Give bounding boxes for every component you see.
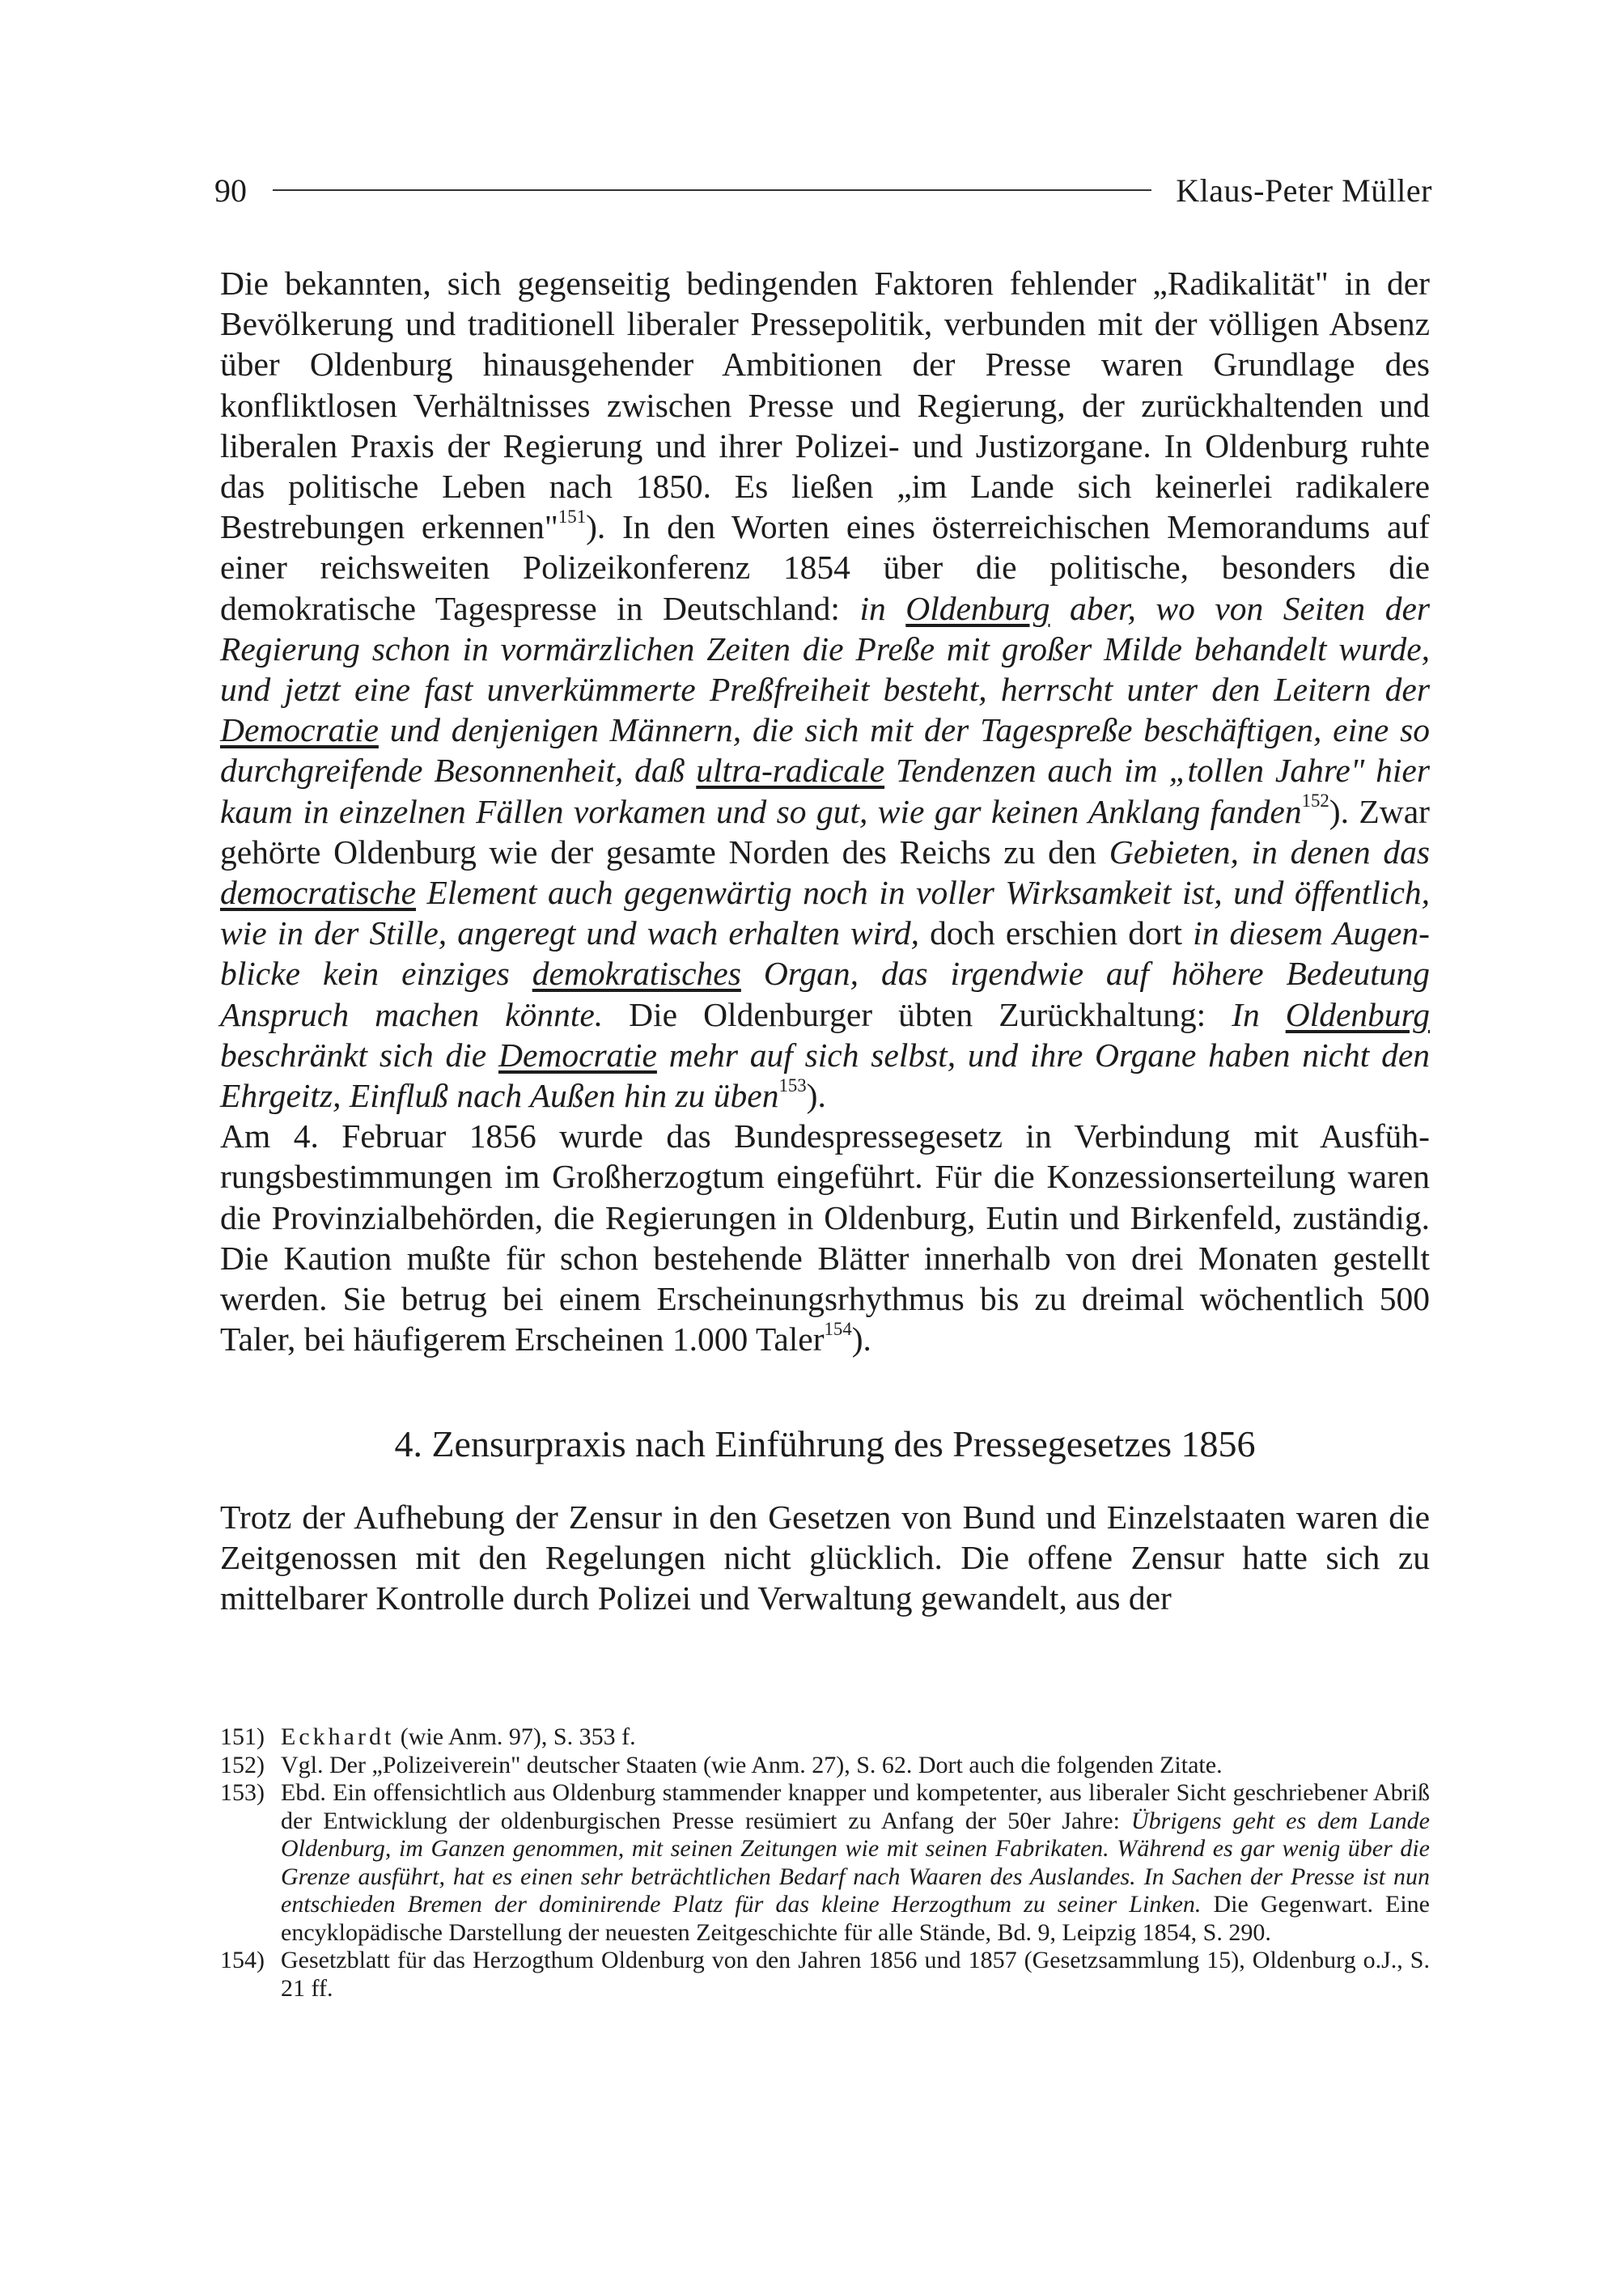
quote-run: Tendenzen auch im „tollen Jahre" hier kaum in einzelnen Fällen vorkamen und so gut, wie gar keinen Anklang fanden (220, 752, 1430, 830)
footnote-author: Eckhardt (281, 1723, 395, 1750)
text-run: Die bekannten, sich gegenseitig bedingenden Faktoren fehlender „Radikalität" in der Bevölkerung und traditionell liberaler Pressepolitik, verbunden mit der völligen Absenz über Oldenburg hinausgehender Ambitionen der Presse waren Grundlage des konfliktlosen Verhältnisses zwischen Presse und Regierung, der zurückhaltenden und liberalen Praxis der Regierung und ihrer Polizei- und Justizorgane. In Oldenburg ruhte das politische Leben nach 1850. Es ließen „im Lande sich keinerlei radikalere Bestrebungen erkennen" (220, 265, 1430, 546)
header-rule (273, 189, 1151, 191)
text-run: ). Zwar gehörte Oldenburg wie der gesamte Norden des Reichs zu den (220, 792, 1430, 871)
text-run: ). In den Worten eines österreichischen Memorandums auf einer reichsweiten Polizeikonferenz 1854 über die politische, besonders die demokratische Tagespresse in Deutschland: (220, 508, 1430, 627)
section-text (220, 1497, 1430, 1619)
footnote-text (281, 1723, 1430, 1752)
section-heading: 4. Zensurpraxis nach Einführung des Pressegesetzes 1856 (394, 1423, 1256, 1464)
text-run: ). (806, 1077, 826, 1115)
footnotes (220, 1723, 1430, 2003)
quote-run: aber, wo von Seiten der Regierung schon in vormärzlichen Zeiten die Preße mit großer Milde behandelt wurde, und jetzt eine fast unverkümmerte Preßfreiheit besteht, herrscht unter den Leitern der (220, 589, 1431, 709)
underlined-word: Democratie (498, 1036, 657, 1074)
text-run: Die Gegenwart. Eine encyklopädische Darstellung der neuesten Zeitgeschichte für alle Stände, Bd. 9, Leipzig 1854, S. 290. (281, 1891, 1430, 1946)
footnote-number: 154) (220, 1947, 265, 1973)
running-head (214, 166, 1432, 214)
quote-run: beschränkt sich die (220, 1036, 498, 1074)
paragraph-3: Trotz der Aufhebung der Zensur in den Gesetzen von Bund und Einzelstaaten waren die Zeitgenossen mit den Regelungen nicht glücklich. Die offene Zensur hatte sich zu mittelbarer Kontrolle durch Polizei und Verwaltung gewandelt, aus der (220, 1498, 1430, 1617)
underlined-word: Oldenburg (905, 589, 1050, 627)
quote-run: mehr auf sich selbst, und ihre Organe haben nicht den Ehrgeitz, Einfluß nach Außen hin zu üben (220, 1036, 1430, 1115)
footnote-quote: Übrigens geht es dem Lande Oldenburg, im Ganzen genommen, mit seinen Zeitungen wie mit seinen Fabrikaten. Während es gar wenig über die Grenze ausführt, hat es einen sehr beträchtlichen Bedarf nach Waaren des Auslandes. In Sachen der Presse ist nun entschieden Bremen der dominirende Platz für das kleine Herzogthum zu seiner Linken. (281, 1807, 1430, 1918)
underlined-word: Oldenburg (1285, 995, 1430, 1033)
page-number: 90 (214, 172, 247, 209)
quote-run: in diesem Augenblicke kein einziges (220, 914, 1430, 993)
paragraph-2 (220, 1116, 1430, 1359)
footnote-151 (220, 1723, 1430, 1752)
text-run: doch erschien dort (919, 914, 1194, 952)
text-run: Die Oldenburger übten Zurückhaltung: (603, 995, 1232, 1033)
footnote-number: 152) (220, 1751, 265, 1778)
footnote-154 (220, 1947, 1430, 2003)
paragraph-1 (220, 263, 1430, 1116)
footnote-text: Vgl. Der „Polizeiverein" deutscher Staaten (wie Anm. 27), S. 62. Dort auch die folgenden Zitate. (281, 1751, 1223, 1778)
text-run: ). (851, 1320, 871, 1358)
running-head-author: Klaus-Peter Müller (1176, 172, 1432, 209)
underlined-word: Democratie (220, 711, 379, 749)
footnote-ref-151: 151 (558, 506, 587, 527)
quote-run: in (859, 589, 906, 627)
footnote-text (281, 1779, 1430, 1947)
quote-run: und denjenigen Männern, die sich mit der Tagespreße beschäftigen, eine so durchgreifende Besonnenheit, daß (220, 711, 1430, 790)
text-run: Ebd. Ein offensichtlich aus Oldenburg stammender knapper und kompetenter, aus liberaler Sicht geschriebener Abriß der Entwicklung der oldenburgischen Presse resümiert zu Anfang der 50er Jahre: (281, 1779, 1430, 1834)
footnote-number: 151) (220, 1723, 265, 1750)
footnote-ref-152: 152 (1301, 790, 1329, 812)
quote-run: In (1232, 995, 1286, 1033)
quote-run: Gebieten, in denen das (1109, 833, 1430, 871)
underlined-word: demokratisches (532, 955, 741, 993)
quote-run: Element auch gegenwärtig noch in voller Wirksamkeit ist, und öffentlich, wie in der Stille, angeregt und wach erhalten wird, (220, 874, 1430, 952)
underlined-word: ultra-radicale (696, 752, 885, 790)
footnote-ref-154: 154 (824, 1318, 852, 1339)
footnote-number: 153) (220, 1779, 265, 1806)
footnote-153 (220, 1779, 1430, 1947)
text-run: Am 4. Februar 1856 wurde das Bundespressegesetz in Verbindung mit Ausführungsbestimmungen im Großherzogtum eingeführt. Für die Konzessionserteilung waren die Provinzialbehörden, die Regierungen in Oldenburg, Eutin und Birkenfeld, zuständig. Die Kaution mußte für schon bestehende Blätter innerhalb von drei Monaten gestellt werden. Sie betrug bei einem Erscheinungsrhythmus bis zu dreimal wöchentlich 500 Taler, bei häufigerem Erscheinen 1.000 Taler (220, 1117, 1430, 1358)
footnote-ref-153: 153 (778, 1074, 807, 1096)
footnote-text: Gesetzblatt für das Herzogthum Oldenburg von den Jahren 1856 und 1857 (Gesetzsammlung 15), Oldenburg o.J., S. 21 ff. (281, 1947, 1430, 2002)
text-run: (wie Anm. 97), S. 353 f. (394, 1723, 636, 1750)
underlined-word: democratische (220, 874, 417, 912)
footnote-152 (220, 1752, 1430, 1780)
main-text (220, 263, 1430, 1359)
quote-run: Organ, das irgendwie auf höhere Bedeutung Anspruch machen könnte. (220, 955, 1430, 1033)
